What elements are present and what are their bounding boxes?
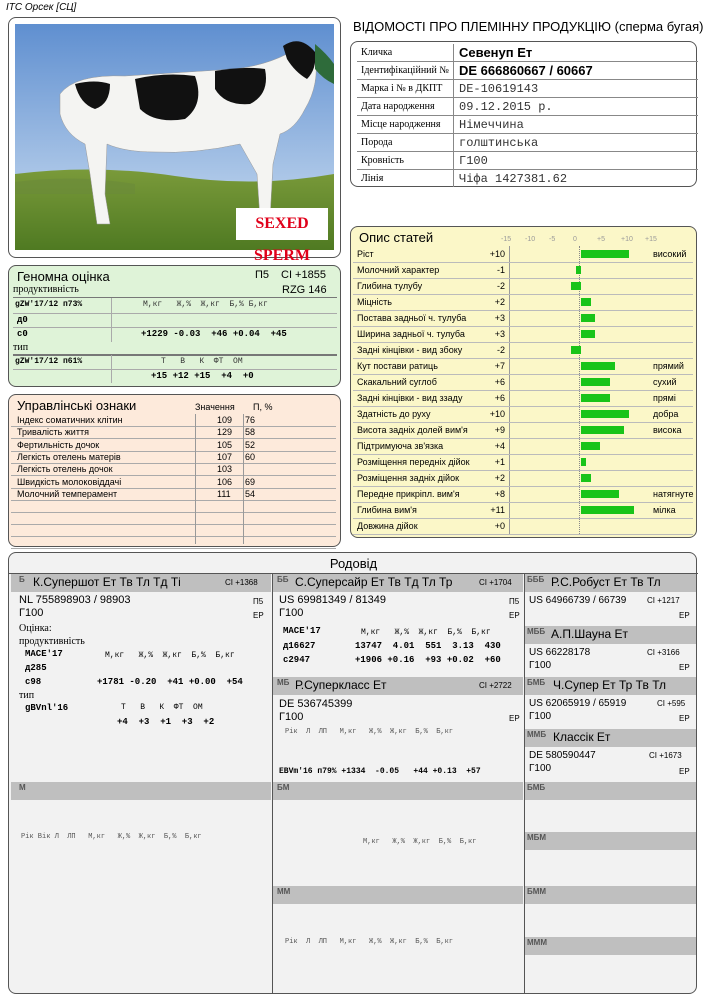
bb-name: С.Суперсайр Ет Тв Тд Тл Тр (295, 575, 453, 589)
conformation-row (353, 358, 693, 375)
genomic-cols1: М,кг Ж,% Ж,кг Б,% Б,кг (143, 300, 268, 309)
trait-name: Ширина задньої ч. тулуба (357, 329, 465, 339)
bb-c-values: +1906 +0.16 +93 +0.02 +60 (355, 655, 501, 665)
b-blood: Г100 (19, 607, 44, 619)
b-c-values: +1781 -0.20 +41 +0.00 +54 (97, 677, 243, 687)
trait-score: +6 (494, 377, 505, 387)
b-mace: MACE'17 (25, 649, 63, 659)
mb-name: Р.Суперкласс Ет (295, 678, 387, 692)
management-name: Молочний темперамент (17, 488, 118, 499)
conformation-title: Опис статей (359, 230, 434, 245)
conformation-row (353, 246, 693, 263)
bb-blood: Г100 (279, 607, 304, 619)
trait-name: Підтримуюча зв'язка (357, 441, 444, 451)
trait-bar (581, 378, 610, 386)
identity-value: Севенуп Ет (459, 45, 533, 60)
trait-bar (581, 314, 595, 322)
conformation-row (353, 470, 693, 487)
trait-score: +6 (494, 393, 505, 403)
mmm-tag: МММ (527, 938, 547, 947)
trait-name: Задні кінцівки - вид ззаду (357, 393, 463, 403)
trait-score: +3 (494, 329, 505, 339)
mmb-header (525, 729, 696, 747)
trait-word: прямі (653, 393, 676, 403)
management-row (11, 488, 336, 501)
trait-name: Задні кінцівки - вид збоку (357, 345, 463, 355)
trait-name: Кут постави ратиць (357, 361, 438, 371)
management-value: 109 (217, 415, 233, 425)
bbb-name: Р.С.Робуст Ет Тв Тл (551, 575, 661, 589)
conformation-row (353, 390, 693, 407)
trait-score: +3 (494, 313, 505, 323)
identity-row (357, 98, 698, 116)
trait-word: висока (653, 425, 682, 435)
trait-word: мілка (653, 505, 676, 515)
conformation-row (353, 438, 693, 455)
b-name: К.Супершот Ет Тв Тл Тд Ті (33, 575, 181, 589)
conformation-row (353, 310, 693, 327)
scale-tick: +10 (621, 236, 633, 243)
bb-cols: М,кг Ж,% Ж,кг Б,% Б,кг (361, 628, 491, 637)
genomic-panel (8, 265, 341, 387)
mmb-name: Классік Ет (553, 730, 611, 744)
b-oc: Оцінка: (19, 623, 52, 634)
bmb-blood: Г100 (529, 711, 552, 722)
trait-name: Висота задніх долей вим'я (357, 425, 468, 435)
genomic-c0-values: +1229 -0.03 +46 +0.04 +45 (141, 329, 287, 339)
mbm-header (525, 832, 696, 850)
b-type-cols: Т В К ФТ ОМ (121, 703, 203, 712)
bmb-id: US 62065919 / 65919 (529, 698, 627, 709)
mb-ebv: EBVm'16 п79% +1334 -0.05 +44 +0.13 +57 (279, 767, 481, 776)
trait-bar (581, 330, 595, 338)
b-id: NL 755898903 / 98903 (19, 594, 131, 606)
identity-row (357, 80, 698, 98)
b-ep: ЕР (253, 611, 264, 620)
identity-value: голштинська (459, 136, 539, 150)
trait-name: Здатність до руху (357, 409, 431, 419)
bb-d-values: 13747 4.01 551 3.13 430 (355, 641, 501, 651)
mb-ep: ЕР (509, 714, 520, 723)
bmb2-tag: БМБ (527, 783, 546, 792)
b-ci: CI +1368 (225, 578, 258, 587)
bb-ep: ЕР (509, 611, 520, 620)
mb-blood: Г100 (279, 711, 304, 723)
b-gbv: gBVnl'16 (25, 703, 69, 713)
genomic-rzg: RZG 146 (282, 284, 327, 296)
management-col-p: П, % (253, 402, 273, 412)
bmb-tag: БМБ (527, 678, 546, 687)
scale-tick: +15 (645, 236, 657, 243)
management-name: Легкість отелень дочок (17, 464, 113, 475)
pedigree-title: Родовід (329, 556, 378, 571)
trait-bar (581, 298, 591, 306)
trait-word: сухий (653, 377, 677, 387)
trait-bar (581, 250, 629, 258)
trait-name: Глибина вим'я (357, 505, 417, 515)
mbb-tag: МББ (527, 627, 546, 636)
management-p: 60 (245, 451, 256, 462)
trait-score: +11 (490, 505, 505, 515)
trait-score: -1 (496, 265, 505, 275)
genomic-title: Геномна оцінка (17, 269, 110, 284)
trait-score: +4 (494, 441, 505, 451)
bmm-tag: БММ (527, 887, 547, 896)
management-value: 105 (217, 439, 233, 450)
management-row (11, 463, 336, 476)
trait-bar (581, 442, 600, 450)
b-cols: М,кг Ж,% Ж,кг Б,% Б,кг (105, 651, 235, 660)
trait-name: Розміщення передніх дійок (357, 457, 470, 467)
management-p: 76 (245, 415, 256, 425)
management-row (11, 414, 336, 427)
identity-key: Кличка (361, 47, 393, 58)
trait-score: +1 (494, 457, 505, 467)
b-prod: продуктивність (19, 636, 85, 647)
management-panel (8, 394, 341, 547)
bmm-header (525, 886, 696, 904)
bb-d: д16627 (283, 641, 316, 651)
trait-name: Глибина тулубу (357, 281, 423, 291)
mmb-ci: CI +1673 (649, 751, 682, 760)
trait-bar (571, 282, 581, 290)
trait-word: натягнуте (653, 489, 694, 499)
conformation-row (353, 422, 693, 439)
identity-value: Німеччина (459, 118, 524, 132)
bb-ci: CI +1704 (479, 578, 512, 587)
management-name: Індекс соматичних клітин (17, 415, 123, 425)
bb-mace: MACE'17 (283, 626, 321, 636)
bb-id: US 69981349 / 81349 (279, 594, 387, 606)
mmb-blood: Г100 (529, 763, 552, 774)
conformation-row (353, 374, 693, 391)
bbb-ci: CI +1217 (647, 596, 680, 605)
bmb2-header (525, 782, 696, 800)
identity-value: Чіфа 1427381.62 (459, 172, 568, 186)
conformation-row (353, 278, 693, 295)
mmm-header (525, 937, 696, 955)
trait-bar (581, 506, 634, 514)
conformation-row (353, 326, 693, 343)
trait-score: +8 (494, 489, 505, 499)
trait-word: високий (653, 249, 687, 259)
identity-row (357, 62, 698, 80)
bbb-tag: БББ (527, 575, 545, 584)
sexed-sperm-badge: SEXED SPERM (236, 208, 328, 240)
trait-score: +7 (494, 361, 505, 371)
mmb-id: DE 580590447 (529, 750, 596, 761)
identity-row (357, 152, 698, 170)
b-c: с98 (25, 677, 42, 687)
trait-bar (581, 426, 624, 434)
genomic-head1: gZW'17/12 п73% (15, 300, 83, 309)
trait-name: Міцність (357, 297, 392, 307)
trait-bar (581, 410, 629, 418)
trait-name: Ріст (357, 249, 374, 259)
identity-key: Місце народження (361, 119, 441, 130)
identity-key: Дата народження (361, 101, 435, 112)
identity-value: Г100 (459, 154, 488, 168)
management-name: Легкість отелень матерів (17, 451, 121, 462)
identity-row (357, 134, 698, 152)
bm-tag: БМ (277, 783, 290, 792)
scale-tick: +5 (597, 236, 605, 243)
mb-tag: МБ (277, 678, 290, 687)
genomic-type-values: +15 +12 +15 +4 +0 (151, 371, 254, 381)
pedigree-panel (8, 552, 697, 994)
mm-cols: Рік Л ЛП М,кг Ж,% Ж,кг Б,% Б,кг (285, 938, 454, 946)
management-value: 106 (217, 476, 233, 487)
identity-key: Порода (361, 137, 393, 148)
trait-score: +2 (494, 473, 505, 483)
scale-tick: -5 (549, 236, 556, 243)
identity-value: DE-10619143 (459, 82, 539, 96)
trait-score: +9 (494, 425, 505, 435)
trait-score: +2 (494, 297, 505, 307)
trait-bar (581, 490, 619, 498)
mbb-blood: Г100 (529, 660, 552, 671)
identity-key: Марка і № в ДКПТ (361, 83, 443, 94)
m-header (11, 782, 271, 800)
genomic-prod-table (13, 297, 337, 356)
trait-score: -2 (496, 281, 505, 291)
page-title: ВІДОМОСТІ ПРО ПЛЕМІННУ ПРОДУКЦІЮ (сперма бугая) (353, 19, 704, 34)
genomic-type-table (13, 354, 337, 383)
mmb-tag: ММБ (527, 730, 547, 739)
conformation-row (353, 454, 693, 471)
conformation-row (353, 518, 693, 535)
trait-name: Довжина дійок (357, 521, 418, 531)
mbb-ep: ЕР (679, 663, 690, 672)
mmb-ep: ЕР (679, 767, 690, 776)
scale-tick: -15 (501, 236, 512, 243)
genomic-p5: П5 (255, 269, 270, 281)
trait-bar (571, 346, 581, 354)
mbm-tag: МБМ (527, 833, 547, 842)
genomic-c0: с0 (17, 329, 28, 339)
genomic-ci: CI +1855 (281, 269, 326, 281)
bm-header (273, 782, 523, 800)
management-col-value: Значення (195, 402, 235, 412)
trait-name: Передне прикріпл. вим'я (357, 489, 460, 499)
mm-tag: ММ (277, 887, 291, 896)
management-row (11, 476, 336, 489)
mbb-ci: CI +3166 (647, 648, 680, 657)
bmb-ci: CI +595 (657, 699, 686, 708)
org-name: ІТС Орсек [СЦ] (6, 2, 77, 13)
management-value: 103 (217, 464, 233, 475)
trait-score: +10 (489, 249, 505, 259)
conformation-row (353, 502, 693, 519)
b-p5: П5 (253, 597, 264, 606)
mm-header (273, 886, 523, 904)
management-value: 111 (217, 488, 231, 499)
b-type-label: тип (19, 690, 35, 701)
bmb-name: Ч.Супер Ет Тр Тв Тл (553, 678, 666, 692)
mb-cols: Рік Л ЛП М,кг Ж,% Ж,кг Б,% Б,кг (285, 728, 454, 736)
management-name: Тривалість життя (17, 427, 89, 438)
genomic-cols2: Т В К ФТ ОМ (161, 357, 243, 366)
identity-value: DE 666860667 / 60667 (459, 63, 593, 78)
bb-tag: ББ (277, 575, 289, 584)
management-value: 129 (217, 427, 233, 438)
identity-row (357, 44, 698, 62)
bb-c: с2947 (283, 655, 311, 665)
trait-bar (581, 474, 591, 482)
mbb-name: А.П.Шауна Ет (551, 627, 628, 641)
conformation-row (353, 262, 693, 279)
management-p: 69 (245, 476, 256, 487)
management-row (11, 451, 336, 464)
bb-p5: П5 (509, 597, 520, 606)
genomic-subtitle: продуктивність (13, 284, 79, 295)
conformation-row (353, 486, 693, 503)
trait-bar (576, 266, 581, 274)
management-title: Управлінські ознаки (17, 398, 137, 413)
identity-key: Ідентифікаційний № (361, 65, 449, 76)
management-empty-row (11, 536, 336, 549)
identity-row (357, 116, 698, 134)
b-type-values: +4 +3 +1 +3 +2 (117, 717, 215, 727)
trait-word: прямий (653, 361, 684, 371)
trait-name: Постава задньої ч. тулуба (357, 313, 467, 323)
identity-panel (350, 41, 697, 187)
trait-bar (581, 458, 586, 466)
management-p: 52 (245, 439, 256, 450)
scale-tick: -10 (525, 236, 536, 243)
conformation-row (353, 406, 693, 423)
bbb-ep: ЕР (679, 611, 690, 620)
mb-ci: CI +2722 (479, 681, 512, 690)
genomic-d0: д0 (17, 315, 28, 325)
scale-tick: 0 (573, 236, 577, 243)
bmb-ep: ЕР (679, 714, 690, 723)
genomic-type-label: тип (13, 342, 29, 353)
management-row (11, 426, 336, 439)
identity-key: Лінія (361, 173, 384, 184)
mb-id: DE 536745399 (279, 698, 353, 710)
trait-bar (581, 362, 615, 370)
trait-score: +0 (494, 521, 505, 531)
bbb-id: US 64966739 / 66739 (529, 595, 627, 606)
conformation-row (353, 342, 693, 359)
trait-bar (581, 394, 610, 402)
management-p: 54 (245, 488, 256, 499)
m-tag: М (19, 783, 26, 792)
management-name: Швидкість молоковіддачі (17, 476, 122, 487)
management-value: 107 (217, 451, 233, 462)
b-tag: Б (19, 575, 25, 584)
conformation-row (353, 294, 693, 311)
b-d: д285 (25, 663, 47, 673)
management-p: 58 (245, 427, 256, 438)
trait-score: +10 (489, 409, 505, 419)
management-name: Фертильність дочок (17, 439, 100, 450)
genomic-head2: gZW'17/12 п61% (15, 357, 83, 366)
identity-key: Кровність (361, 155, 404, 166)
trait-name: Молочний характер (357, 265, 440, 275)
management-row (11, 439, 336, 452)
conformation-panel (350, 226, 697, 538)
trait-word: добра (653, 409, 679, 419)
trait-name: Скакальний суглоб (357, 377, 437, 387)
mbb-id: US 66228178 (529, 647, 591, 658)
identity-value: 09.12.2015 р. (459, 100, 553, 114)
m-cols: Рік Вік Л ЛП М,кг Ж,% Ж,кг Б,% Б,кг (21, 833, 202, 841)
trait-score: -2 (496, 345, 505, 355)
identity-row (357, 170, 698, 187)
trait-name: Розміщення задніх дійок (357, 473, 460, 483)
bm-cols: М,кг Ж,% Ж,кг Б,% Б,кг (363, 838, 477, 846)
